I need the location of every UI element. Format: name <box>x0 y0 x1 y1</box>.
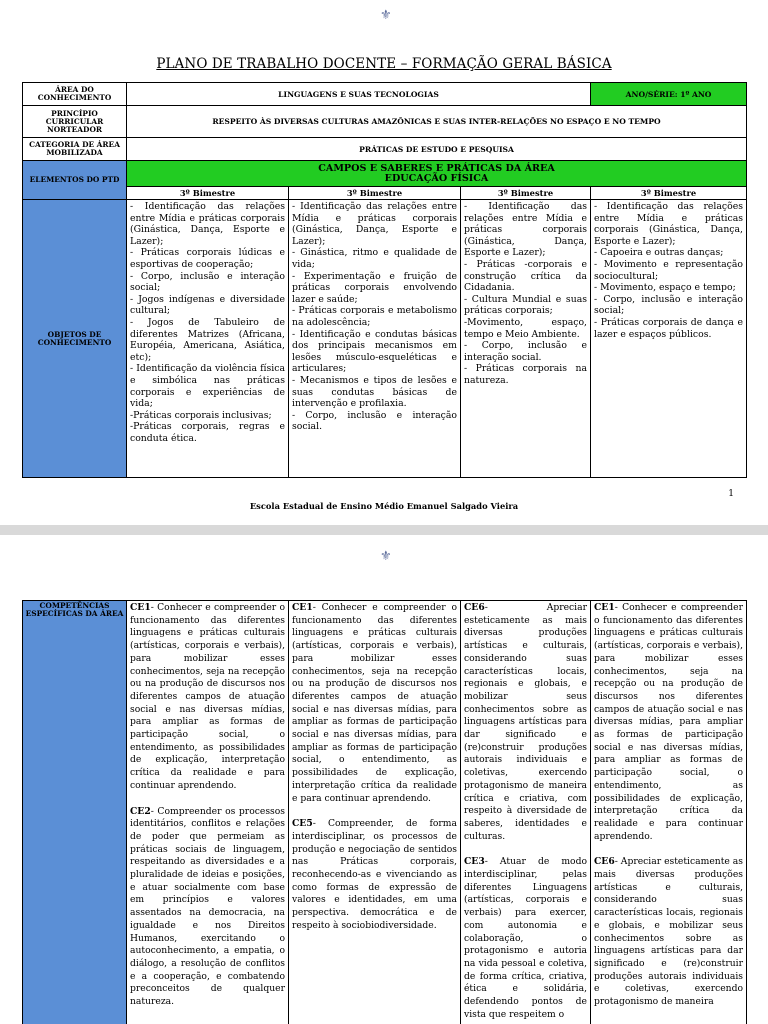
bimestre-header: 3º Bimestre <box>127 187 289 200</box>
objetos-column <box>127 200 289 478</box>
objetos-column <box>461 200 591 478</box>
principio-label: PRINCÍPIO CURRICULAR NORTEADOR <box>23 106 127 138</box>
list-item: - Capoeira e outras danças; <box>594 247 724 259</box>
list-item: - Corpo, inclusão e interação social. <box>464 340 588 363</box>
competencia-text: - Conhecer e compreender o funcionamento das diferentes linguagens e práticas culturais (artísticas, corporais e verbais), para mobilizar esses conhecimentos, seja na recepção ou na produção de discursos nos diferentes campos de atuação social e nas diversas mídias, para ampliar as formas de participação social e nas diversas mídias, para ampliar as formas de participação social, o entendimento, as possibilidades de explicação, interpretação crítica da realidade e para continuar aprendendo. <box>594 602 743 842</box>
list-item: - Movimento, espaço e tempo; <box>594 282 736 294</box>
competencia-code: CE3 <box>464 856 485 868</box>
list-item: - Corpo, inclusão e interação social; <box>594 293 744 317</box>
competencias-table <box>22 600 747 1024</box>
elementos-label: ELEMENTOS DO PTD <box>23 161 127 200</box>
principio-value: RESPEITO ÀS DIVERSAS CULTURAS AMAZÔNICAS E SUAS INTER-RELAÇÕES NO ESPAÇO E NO TEMPO <box>127 106 747 138</box>
bimestre-header: 3º Bimestre <box>289 187 461 200</box>
campos-header <box>127 161 747 187</box>
competencia-text: - Conhecer e compreender o funcionamento das diferentes linguagens e práticas culturais (artísticas, corporais e verbais), para mobilizar esses conhecimentos, seja na recepção ou na produção de discursos nos diferentes campos de atuação social e nas diversas mídias, para ampliar as formas de participação social, o entendimento, as possibilidades de explicação, interpretação crítica da realidade e para continuar aprendendo. <box>130 602 285 791</box>
competencia-code: CE2 <box>130 805 151 817</box>
list-item <box>292 602 457 805</box>
competencia-text: - Compreender, de forma interdisciplinar, os processos de produção e negociação de sentidos nas Práticas corporais, reconhecendo-as e vivenciando as como formas de expressão de valores e identidades, em uma perspectiva. democrática e de respeito à sociobiodiversidade. <box>292 818 457 931</box>
list-item: - Identificação da violência física e simbólica nas práticas corporais e experiências de vida; <box>130 363 285 410</box>
list-item: - Ginástica, ritmo e qualidade de vida; <box>292 247 457 270</box>
list-item <box>292 818 457 932</box>
competencias-column <box>289 601 461 1024</box>
objetos-column <box>591 200 747 478</box>
list-item: - Identificação das relações entre Mídia e práticas corporais (Ginástica, Dança, Esporte e Lazer); <box>464 201 588 259</box>
list-item: - Corpo, inclusão e interação social; <box>130 270 285 294</box>
list-item: - Jogos de Tabuleiro de diferentes Matrizes (Africana, Européia, Americana, Asiática, etc); <box>130 316 285 363</box>
list-item: - Identificação e condutas básicas dos principais mecanismos em lesões músculo-esqueléticas e articulares; <box>292 328 457 375</box>
competencia-text: - Compreender os processos identitários, conflitos e relações de poder que permeiam as práticas sociais de linguagem, respeitando as diversidades e a pluralidade de ideias e posições, e atuar socialmente com base em princípios e valores assentados na democracia, na igualdade e nos Direitos Humanos, exercitando o autoconhecimento, a empatia, o diálogo, a resolução de conflitos e a cooperação, e combatendo preconceitos de qualquer natureza. <box>130 805 285 1008</box>
objetos-column <box>289 200 461 478</box>
list-item: -Práticas corporais inclusivas; <box>130 409 272 421</box>
list-item <box>130 806 285 1009</box>
competencia-code: CE1 <box>594 602 615 613</box>
competencia-text: - Conhecer e compreender o funcionamento das diferentes linguagens e práticas culturais (artísticas, corporais e verbais), para mobilizar esses conhecimentos, seja na recepção ou na produção de discursos nos diferentes campos de atuação social e nas diversas mídias, para ampliar as formas de participação social e nas diversas mídias, para ampliar as formas de participação social, o entendimento, as possibilidades de explicação, interpretação crítica da realidade e para continuar aprendendo. <box>292 602 457 804</box>
list-item: - Práticas corporais lúdicas e esportivas de cooperação; <box>130 247 285 270</box>
bimestre-header: 3º Bimestre <box>591 187 747 200</box>
list-item: -Movimento, espaço, tempo e Meio Ambiente. <box>464 316 588 340</box>
school-crest-icon: ⚜ <box>380 549 392 564</box>
list-item: - Jogos indígenas e diversidade cultural; <box>130 293 285 317</box>
categoria-value: PRÁTICAS DE ESTUDO E PESQUISA <box>127 138 747 161</box>
competencias-label: COMPETÊNCIAS ESPECÍFICAS DA ÁREA <box>23 601 127 1024</box>
competencia-code: CE5 <box>292 818 313 830</box>
competencia-code: CE6 <box>594 856 615 868</box>
list-item: - Práticas corporais na natureza. <box>464 363 588 386</box>
competencia-text: - Apreciar esteticamente as mais diversas produções artísticas e culturais, considerando suas características locais, regionais e globais, e mobilizar seus conhecimentos sobre as linguagens artísticas para dar significado e (re)construir produções autorais individuais e coletivas, exercendo protagonismo de maneira crítica e criativa, com respeito à diversidade de saberes, identidades e culturas. <box>464 602 587 842</box>
list-item: - Identificação das relações entre Mídia e práticas corporais (Ginástica, Dança, Esporte e Lazer); <box>594 201 744 247</box>
list-item: - Movimento e representação sociocultural; <box>594 258 744 282</box>
list-item: - Mecanismos e tipos de lesões e suas condutas básicas de intervenção e profilaxia. <box>292 374 457 410</box>
page-number: 1 <box>728 489 734 499</box>
competencia-text: - Atuar de modo interdisciplinar, pelas diferentes Linguagens (artísticas, corporais e verbais) para exercer, com autonomia e colaboração, o protagonismo e autoria na vida pessoal e coletiva, de forma crítica, criativa, ética e solidária, defendendo pontos de vista que respeitem o <box>464 856 587 1020</box>
objetos-label: OBJETOS DE CONHECIMENTO <box>23 200 127 478</box>
list-item: - Práticas corporais de dança e lazer e espaços públicos. <box>594 316 744 340</box>
list-item: -Práticas corporais, regras e conduta ética. <box>130 421 285 444</box>
school-footer: Escola Estadual de Ensino Médio Emanuel Salgado Vieira <box>249 501 519 511</box>
list-item: - Cultura Mundial e suas práticas corporais; <box>464 293 588 317</box>
competencias-column <box>591 601 747 1024</box>
school-crest-icon: ⚜ <box>380 8 392 23</box>
categoria-label: CATEGORIA DE ÁREA MOBILIZADA <box>23 138 127 161</box>
list-item: - Identificação das relações entre Mídia e práticas corporais (Ginástica, Dança, Esporte e Lazer); <box>130 201 285 247</box>
list-item <box>594 602 743 843</box>
competencia-text: - Apreciar esteticamente as mais diversas produções artísticas e culturais, considerando suas características locais, regionais e globais, e mobilizar seus conhecimentos sobre as linguagens artísticas para dar significado e (re)construir produções autorais individuais e coletivas, exercendo protagonismo de maneira <box>594 856 743 1008</box>
campos-title: CAMPOS E SABERES E PRÁTICAS DA ÁREA <box>318 162 555 174</box>
list-item: - Práticas corporais e metabolismo na adolescência; <box>292 305 457 328</box>
competencia-code: CE1 <box>130 602 151 613</box>
competencia-code: CE6 <box>464 602 485 613</box>
ano-serie-cell: ANO/SÉRIE: 1º ANO <box>591 83 747 106</box>
competencia-code: CE1 <box>292 602 313 613</box>
plan-table <box>22 82 747 478</box>
bimestre-header: 3º Bimestre <box>461 187 591 200</box>
competencias-column <box>127 601 289 1024</box>
campos-subject: EDUCAÇÃO FÍSICA <box>384 172 489 184</box>
list-item: - Experimentação e fruição de práticas corporais envolvendo lazer e saúde; <box>292 270 457 305</box>
page-title: PLANO DE TRABALHO DOCENTE – FORMAÇÃO GERAL BÁSICA <box>156 56 612 72</box>
list-item <box>464 856 587 1021</box>
list-item: - Corpo, inclusão e interação social. <box>292 409 457 433</box>
area-value: LINGUAGENS E SUAS TECNOLOGIAS <box>127 83 591 106</box>
list-item: - Práticas -corporais e construção crítica da Cidadania. <box>464 258 588 294</box>
document-page-2 <box>0 535 768 1024</box>
area-label: ÁREA DO CONHECIMENTO <box>23 83 127 106</box>
list-item: - Identificação das relações entre Mídia e práticas corporais (Ginástica, Dança, Esporte e Lazer); <box>292 201 457 247</box>
list-item <box>594 856 743 1008</box>
list-item <box>464 602 587 843</box>
competencias-column <box>461 601 591 1024</box>
list-item <box>130 602 285 793</box>
